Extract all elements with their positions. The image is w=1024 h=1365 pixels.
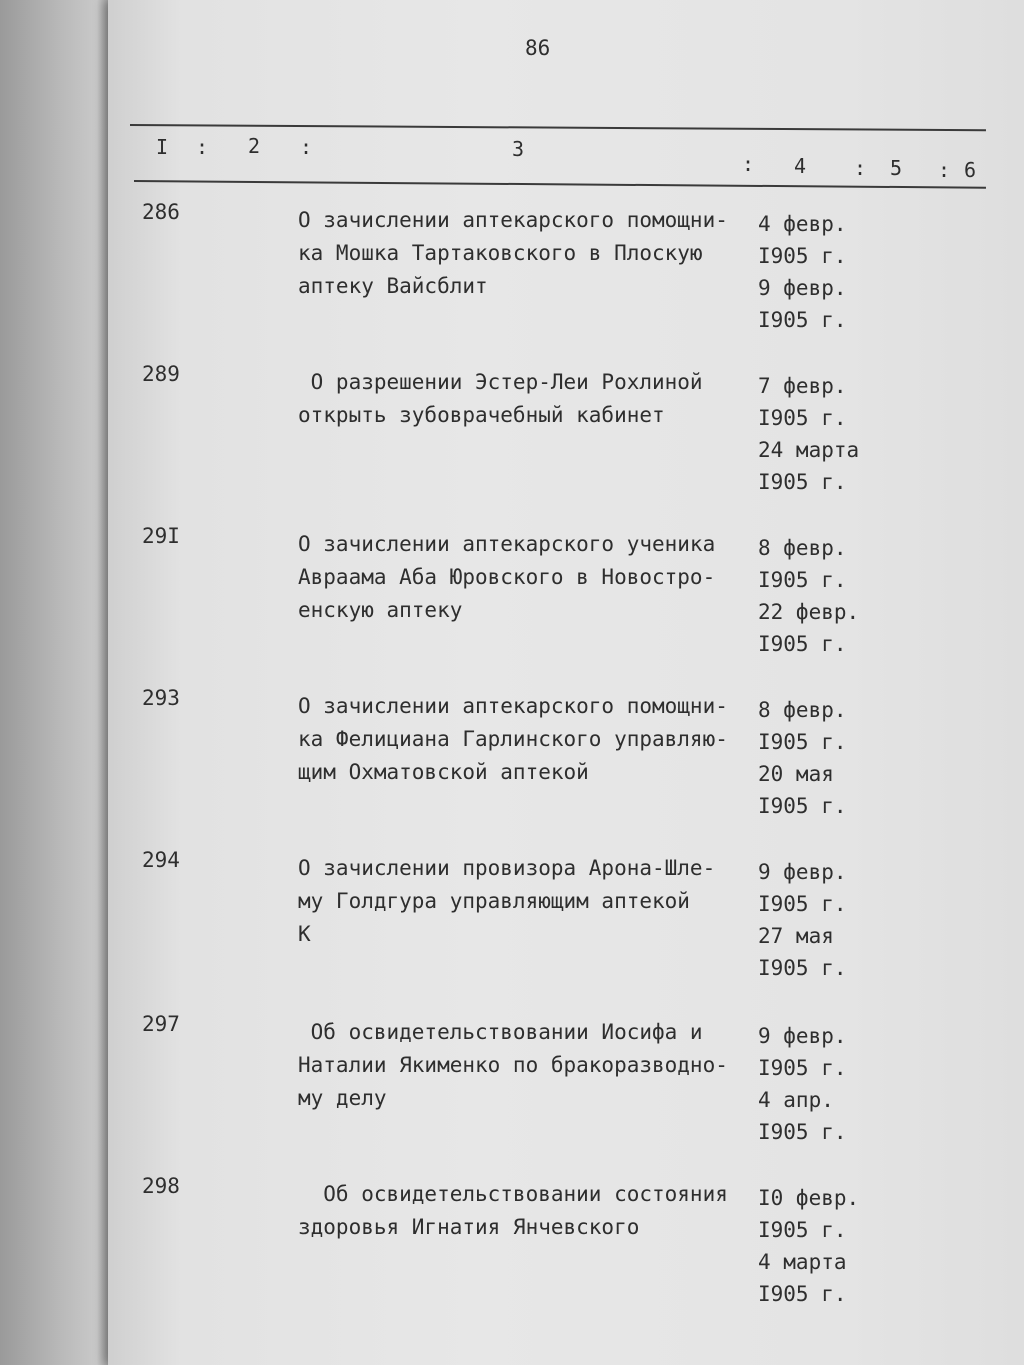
- start-year: I905 г.: [758, 568, 847, 592]
- description-line: му делу: [298, 1086, 387, 1110]
- entry-number: 298: [142, 1174, 180, 1198]
- start-year: I905 г.: [758, 1218, 847, 1242]
- col-header-sep-3: :: [742, 152, 755, 176]
- end-year: I905 г.: [758, 1120, 847, 1144]
- description-line: здоровья Игнатия Янчевского: [298, 1215, 640, 1239]
- end-date: 4 апр.: [758, 1088, 834, 1112]
- start-date: 8 февр.: [758, 698, 847, 722]
- entry-description: [298, 528, 760, 627]
- start-year: I905 г.: [758, 892, 847, 916]
- entry-dates: [758, 856, 847, 984]
- start-date: 9 февр.: [758, 1024, 847, 1048]
- description-line: ка Фелициана Гарлинского управляю-: [298, 727, 728, 751]
- start-year: I905 г.: [758, 730, 847, 754]
- entry-number: 289: [142, 362, 180, 386]
- entry-dates: [758, 208, 847, 336]
- table-row: [0, 200, 1024, 370]
- col-header-6: 6: [964, 158, 977, 182]
- entry-dates: [758, 532, 859, 660]
- table-row: [0, 686, 1024, 856]
- start-year: I905 г.: [758, 1056, 847, 1080]
- table-row: [0, 524, 1024, 694]
- entry-number: 297: [142, 1012, 180, 1036]
- start-date: 8 февр.: [758, 536, 847, 560]
- entry-description: [298, 690, 760, 789]
- description-line: му Голдгура управляющим аптекой: [298, 889, 690, 913]
- col-header-sep-4: :: [854, 156, 867, 180]
- description-line: О зачислении аптекарского ученика: [298, 532, 716, 556]
- table-row: [0, 1174, 1024, 1344]
- col-header-5: 5: [890, 156, 903, 180]
- description-line: аптеку Вайсблит: [298, 274, 488, 298]
- start-date: 7 февр.: [758, 374, 847, 398]
- entry-dates: [758, 1020, 847, 1148]
- col-header-3: 3: [512, 137, 525, 161]
- col-header-sep-1: :: [196, 135, 209, 159]
- start-date: 4 февр.: [758, 212, 847, 236]
- start-year: I905 г.: [758, 244, 847, 268]
- description-line: щим Охматовской аптекой: [298, 760, 589, 784]
- col-header-4: 4: [794, 154, 807, 178]
- entry-number: 293: [142, 686, 180, 710]
- entry-description: [298, 1178, 760, 1244]
- description-line: ка Мошка Тартаковского в Плоскую: [298, 241, 703, 265]
- entry-number: 29I: [142, 524, 180, 548]
- description-line: Авраама Аба Юровского в Новостро-: [298, 565, 716, 589]
- description-line: открыть зубоврачебный кабинет: [298, 403, 665, 427]
- start-date: 9 февр.: [758, 860, 847, 884]
- entry-number: 286: [142, 200, 180, 224]
- page-number: 86: [525, 36, 551, 60]
- entry-dates: [758, 370, 859, 498]
- end-year: I905 г.: [758, 632, 847, 656]
- description-line: О зачислении провизора Арона-Шле-: [298, 856, 716, 880]
- description-line: Об освидетельствовании состояния: [298, 1182, 728, 1206]
- col-header-sep-5: :: [938, 158, 951, 182]
- end-date: 27 мая: [758, 924, 834, 948]
- table-row: [0, 848, 1024, 1018]
- start-date: I0 февр.: [758, 1186, 860, 1210]
- entry-dates: [758, 694, 847, 822]
- entry-description: [298, 1016, 760, 1115]
- description-line: Об освидетельствовании Иосифа и: [298, 1020, 703, 1044]
- end-date: 24 марта: [758, 438, 860, 462]
- description-line: О зачислении аптекарского помощни-: [298, 694, 728, 718]
- description-line: Наталии Якименко по бракоразводно-: [298, 1053, 728, 1077]
- col-header-1: I: [156, 135, 169, 159]
- description-line: енскую аптеку: [298, 598, 463, 622]
- end-year: I905 г.: [758, 1282, 847, 1306]
- col-header-sep-2: :: [300, 135, 313, 159]
- end-date: 22 февр.: [758, 600, 860, 624]
- entry-dates: [758, 1182, 859, 1310]
- start-year: I905 г.: [758, 406, 847, 430]
- end-year: I905 г.: [758, 308, 847, 332]
- table-row: [0, 1012, 1024, 1182]
- entry-description: [298, 852, 760, 951]
- end-year: I905 г.: [758, 470, 847, 494]
- end-date: 4 марта: [758, 1250, 847, 1274]
- end-year: I905 г.: [758, 956, 847, 980]
- col-header-2: 2: [248, 134, 261, 158]
- entry-description: [298, 366, 760, 432]
- end-date: 9 февр.: [758, 276, 847, 300]
- description-line: О зачислении аптекарского помощни-: [298, 208, 728, 232]
- end-year: I905 г.: [758, 794, 847, 818]
- entry-number: 294: [142, 848, 180, 872]
- entry-description: [298, 204, 760, 303]
- description-line: О разрешении Эстер-Леи Рохлиной: [298, 370, 703, 394]
- table-row: [0, 362, 1024, 532]
- description-line: К: [298, 922, 311, 946]
- end-date: 20 мая: [758, 762, 834, 786]
